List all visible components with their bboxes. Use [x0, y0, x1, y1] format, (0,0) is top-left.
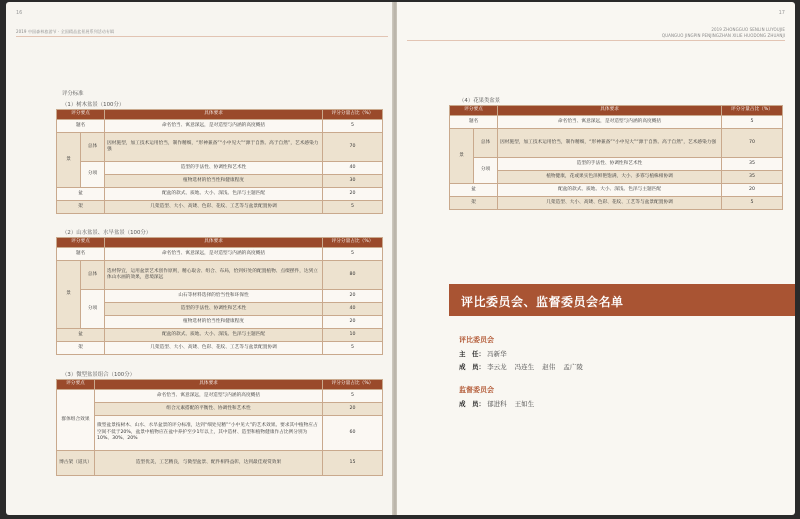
cell-value: 70	[722, 129, 783, 158]
cell-subpoint: 总体	[81, 133, 105, 162]
col-header: 具体要求	[498, 106, 722, 116]
cell-point: 架	[57, 201, 105, 214]
cell-subpoint: 分项	[474, 158, 498, 184]
cell-requirement: 命名恰当、寓意深远，是对造型与内涵的高度概括	[105, 120, 323, 133]
cell-requirement: 选材得宜，运用盆景艺术创作原则，精心取舍、组合、布局，恰到好处的配置植物、点缀摆件，达到立体山水画的效果，意境深远	[105, 261, 323, 290]
table-landscape-bonsai	[56, 237, 383, 355]
member-name: 赵伟	[542, 363, 556, 371]
cell-requirement: 配盆的款式、质地、大小、深浅、色泽与主题匹配	[498, 184, 722, 197]
cell-requirement: 造型的手法性、协调性和艺术性	[105, 303, 323, 316]
cell-point: 题名	[57, 120, 105, 133]
col-header: 评分分量占比（%）	[722, 106, 783, 116]
col-header: 具体要求	[105, 110, 323, 120]
cell-point: 架	[57, 342, 105, 355]
left-page	[6, 2, 394, 515]
member-name: 冯连生	[514, 363, 535, 371]
cell-requirement: 配盆的款式、质地、大小、深浅、色泽与主题匹配	[105, 188, 323, 201]
table1-caption: （1）树木盆景（100分）	[62, 102, 125, 108]
page-header-left: 2019 中国森林旅游节 · 全国精品盆景展系列活动专辑	[16, 29, 115, 34]
cell-value: 5	[323, 201, 383, 214]
cell-value: 20	[323, 403, 383, 416]
col-header: 评分要点	[450, 106, 498, 116]
cell-requirement: 组合元素搭配的平衡性、协调性和艺术性	[95, 403, 323, 416]
cell-requirement: 植物选材的恰当性和健康程度	[105, 316, 323, 329]
col-header: 评分分量占比（%）	[323, 110, 383, 120]
supervision-members-line	[459, 399, 540, 408]
cell-requirement: 造型的手法性、协调性和艺术性	[498, 158, 722, 171]
judging-chair-line	[459, 349, 513, 358]
cell-value: 5	[323, 342, 383, 355]
cell-value: 70	[323, 133, 383, 162]
chair-name: 冯新华	[487, 350, 507, 358]
cell-point: 题名	[57, 248, 105, 261]
cell-point: 盆	[450, 184, 498, 197]
cell-value: 10	[323, 329, 383, 342]
cell-requirement: 造型优美，工艺精良，与微型盆景、配件相得益彰，达到最佳观赏效果	[95, 451, 323, 476]
member-name: 郁进科	[487, 400, 507, 408]
cell-subpoint: 分项	[81, 162, 105, 188]
cell-value: 20	[323, 316, 383, 329]
members-label: 成 员：	[459, 363, 485, 371]
cell-value: 20	[323, 290, 383, 303]
committee-title-bar	[449, 284, 795, 316]
judging-members-line	[459, 362, 589, 371]
cell-point: 盆	[57, 188, 105, 201]
cell-value: 40	[323, 162, 383, 175]
page-number-right: 17	[778, 10, 785, 16]
col-header: 具体要求	[105, 238, 323, 248]
cell-point: 博古架（道具）	[57, 451, 95, 476]
cell-requirement: 微型盆景按树木、山水、水旱盆景的评分标准，达到“细处见精”“小中见大”的艺术效果。要求其中植物应占空间不低于20%，盆景中植物应在盆中养护至少1年以上，其中造材、造型和植物健康作占比例分别为10%、30%、20%	[95, 416, 323, 451]
cell-value: 5	[722, 116, 783, 129]
cell-value: 40	[323, 303, 383, 316]
section-label: 评分标准	[62, 91, 84, 97]
cell-value: 30	[323, 175, 383, 188]
member-name: 李云龙	[487, 363, 507, 371]
col-header: 评分分量占比（%）	[323, 238, 383, 248]
cell-requirement: 命名恰当、寓意深远，是对造型与内涵的高度概括	[95, 390, 323, 403]
table2-caption: （2）山水盆景、水旱盆景（100分）	[62, 230, 152, 236]
cell-requirement: 因材施型，加工技术运用恰当，制作精细，“形神兼备”“小中见大”“源于自然、高于自然”，艺术感染力强	[105, 133, 323, 162]
member-name: 孟广陵	[563, 363, 583, 371]
cell-value: 60	[323, 416, 383, 451]
cell-requirement: 植物选材的恰当性和健康程度	[105, 175, 323, 188]
cell-value: 35	[722, 158, 783, 171]
table4-caption: （4）花果类盆景	[459, 98, 501, 104]
col-header: 评分要点	[57, 110, 105, 120]
col-header: 评分要点	[57, 238, 105, 248]
cell-point: 群体组合效果	[57, 390, 95, 451]
col-header: 评分要点	[57, 380, 95, 390]
member-name: 王如生	[514, 400, 535, 408]
cell-requirement: 命名恰当、寓意深远，是对造型与内涵的高度概括	[105, 248, 323, 261]
cell-requirement: 几架造型、大小、高矮、色彩、花纹、工艺等与盆景配置协调	[105, 342, 323, 355]
cell-value: 35	[722, 171, 783, 184]
cell-point: 景	[450, 129, 474, 184]
col-header: 具体要求	[95, 380, 323, 390]
cell-point: 景	[57, 261, 81, 329]
members-label: 成 员：	[459, 400, 485, 408]
table3-caption: （3）微型盆景组合（100分）	[62, 372, 136, 378]
cell-subpoint: 总体	[81, 261, 105, 290]
cell-requirement: 配盆的款式、质地、大小、深浅、色泽与主题匹配	[105, 329, 323, 342]
cell-value: 5	[323, 120, 383, 133]
cell-value: 5	[722, 197, 783, 210]
cell-point: 盆	[57, 329, 105, 342]
cell-point: 景	[57, 133, 81, 188]
cell-value: 5	[323, 390, 383, 403]
page-number-left: 16	[16, 10, 23, 16]
header-rule-left	[16, 36, 388, 37]
cell-value: 20	[323, 188, 383, 201]
cell-requirement: 因材施型，加工技术运用恰当，制作精细，“形神兼备”“小中见大”“源于自然、高于自然”，艺术感染力强	[498, 129, 722, 158]
header-rule-right	[407, 40, 785, 41]
cell-requirement: 山石等材料选择的恰当性和环保性	[105, 290, 323, 303]
cell-point: 架	[450, 197, 498, 210]
judging-committee-heading: 评比委员会	[459, 336, 494, 344]
page-header-right-line2: QUANGUO JINGPIN PENJINGZHAN XILIE HUODONG ZHUANJI	[661, 33, 785, 38]
col-header: 评分分量占比（%）	[323, 380, 383, 390]
cell-point: 题名	[450, 116, 498, 129]
right-page	[397, 2, 795, 515]
supervision-committee-heading: 监督委员会	[459, 386, 494, 394]
cell-subpoint: 分项	[81, 290, 105, 329]
cell-requirement: 命名恰当、寓意深远，是对造型与内涵的高度概括	[498, 116, 722, 129]
page-header-right-line1: 2019 ZHONGGUO SENLIN LUYOUJIE	[711, 27, 785, 32]
cell-value: 20	[722, 184, 783, 197]
cell-value: 5	[323, 248, 383, 261]
cell-requirement: 植物健康，花或果实色泽鲜艳饱满，大小、多寡与植株相协调	[498, 171, 722, 184]
cell-subpoint: 总体	[474, 129, 498, 158]
cell-requirement: 几架造型、大小、高矮、色彩、花纹、工艺等与盆景配置协调	[498, 197, 722, 210]
table-tree-bonsai	[56, 109, 383, 214]
cell-value: 15	[323, 451, 383, 476]
cell-requirement: 造型的手法性、协调性和艺术性	[105, 162, 323, 175]
table-flower-fruit-bonsai	[449, 105, 783, 210]
chair-label: 主 任：	[459, 350, 485, 358]
cell-requirement: 几架造型、大小、高矮、色彩、花纹、工艺等与盆景配置协调	[105, 201, 323, 214]
cell-value: 80	[323, 261, 383, 290]
table-mini-bonsai	[56, 379, 383, 476]
committee-title: 评比委员会、监督委员会名单	[461, 295, 624, 309]
